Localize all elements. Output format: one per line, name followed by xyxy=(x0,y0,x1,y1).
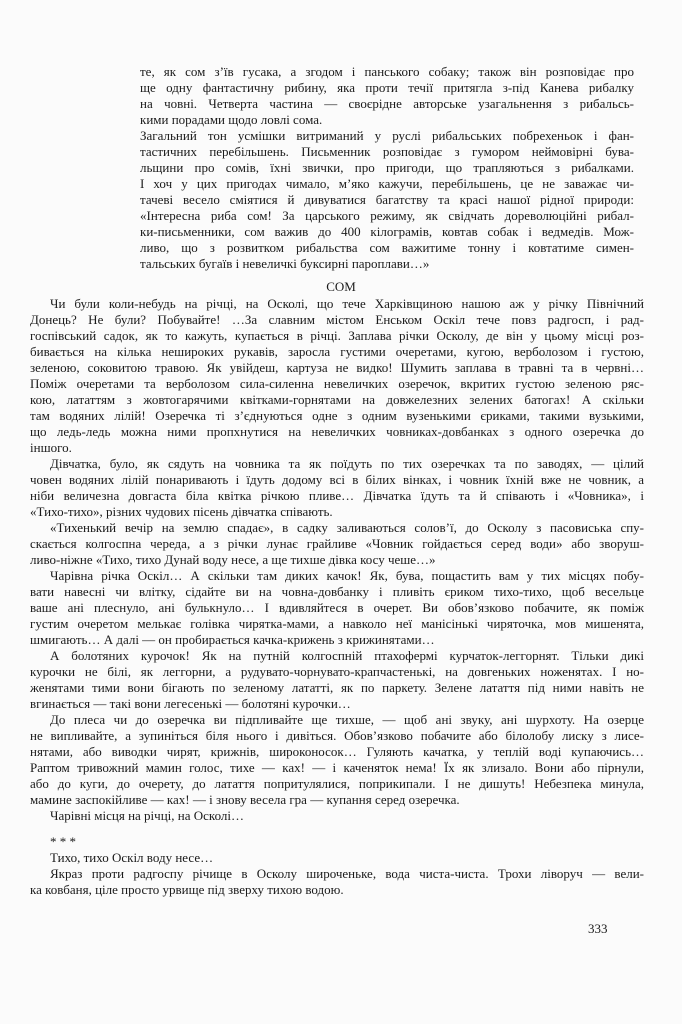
text-line: * * * xyxy=(50,834,76,849)
text-line: тачеві весело сміятися й дивуватися багатству та красі нашої рідної природи: xyxy=(140,192,634,207)
text-line: або до куги, до очерету, до латаття попритулялися, поприкипали. І не дишуть! Небезпека минула, xyxy=(30,776,644,791)
text-line: Поміж очеретами та верболозом сила-силенна невеличких озеречок, вкритих густою зеленою ряс- xyxy=(30,376,644,391)
text-line: іншого. xyxy=(30,440,72,455)
text-line: Дівчатка, було, як сядуть на човника та як поїдуть по тих озеречках та по заводях, — цілий xyxy=(50,456,644,471)
text-line: «Тихо-тихо», різних чудових пісень дівчатка співають. xyxy=(30,504,333,519)
text-line: І хоч у цих пригодах чимало, м’яко кажучи, перебільшень, це не заважає чи- xyxy=(140,176,634,191)
paragraph xyxy=(30,866,644,898)
text-line: там водяних лілій! Озеречка ті з’єднуються одне з одним вузенькими єриками, такими вузькими, xyxy=(30,408,644,423)
page-number: 333 xyxy=(588,921,608,936)
text-line: ваше ані плеснуло, ані булькнуло… І вдивляйтеся в очерет. Ви обов’язково побачите, як поміж xyxy=(30,600,644,615)
text-line: нятами, або виводки чирят, крижнів, широконосок… Гуляють качатка, у теплій воді купаючись… xyxy=(30,744,644,759)
text-line: Тихо, тихо Оскіл воду несе… xyxy=(50,850,214,865)
text-line: човен водяних лілій понаривають і їдуть додому всі в білих вінках, і човник їхній вже не човник, а xyxy=(30,472,644,487)
paragraph xyxy=(140,128,634,272)
paragraph xyxy=(140,64,634,128)
text-line: «Тихенький вечір на землю спадає», в садку заливаються солов’ї, до Осколу з пасовиська спу- xyxy=(50,520,644,535)
text-line: До плеса чи до озеречка ви підпливайте ще тихше, — щоб ані звуку, ані шурхоту. На озерце xyxy=(50,712,644,727)
story-text xyxy=(30,296,644,824)
text-line: кими порадами щодо ловлі сома. xyxy=(140,112,323,127)
text-line: мамине заспокійливе — ках! — і знову весела гра — купання серед озеречка. xyxy=(30,792,460,807)
paragraph xyxy=(30,808,644,824)
text-line: А болотяних курочок! Як на путній колгоспній птахофермі курчаток-леггорнят. Тільки дикі xyxy=(50,648,644,663)
text-line: густим очеретом мелькає голівка чирятка-мами, а навколо неї манісінькі чиряточка, мов мишенята, xyxy=(30,616,644,631)
text-line: ще одну фантастичну рибину, яка проти течії притягла з-під Канева рибалку xyxy=(140,80,634,95)
text-line: курочки не білі, як леггорни, а рудувато-чорнувато-крапчастенькі, на довгеньких ноженятах. І но- xyxy=(30,664,644,679)
text-line: ка ковбаня, ціле просто урвище під зверху тихою водою. xyxy=(30,882,344,897)
text-line: госпівський садок, як то кажуть, купається в річці. Заплава річки Осколу, де він у цьому місці роз- xyxy=(30,328,644,343)
text-line: ливо-ніжне «Тихо, тихо Дунай воду несе, а ще тихше дівка косу чеше…» xyxy=(30,552,436,567)
paragraph xyxy=(30,296,644,456)
text-line: зеленою, соковитою травою. Як увійдеш, картуза не видко! Шумить заплава в травні та в червні… xyxy=(30,360,644,375)
text-line: Раптом тривожний мамин голос, тихе — ках! — і каченяток нема! Їх як злизало. Вони або пірнули, xyxy=(30,760,644,775)
text-line: Загальний тон усмішки витриманий у руслі рибальських побрехеньок і фан- xyxy=(140,128,634,143)
text-line: кою, лататтям з жовтогарячими квітками-горнятами на довжелезних зелених батогах! А скільки xyxy=(30,392,644,407)
text-line: Донець? Не були? Побувайте! …За славним містом Енськом Оскіл тече повз радгосп, і рад- xyxy=(30,312,644,327)
text-line: Чарівні місця на річці, на Осколі… xyxy=(50,808,244,823)
text-line: женятами тими вони бігають по зеленому лататтi, як по паркету. Зелене латаття під ними навіть не xyxy=(30,680,644,695)
paragraph xyxy=(30,520,644,568)
text-line: льщини про сомів, їхні звички, про пригоди, що трапляються з рибалками. xyxy=(140,160,634,175)
text-line: бивається на кілька неширoких рукавів, заросла густими очеретами, кугою, верболозом і густою, xyxy=(30,344,644,359)
paragraph xyxy=(30,834,644,850)
text-line: ливо, що з розвитком рибальства сом важитиме тонну і ковтатиме симен- xyxy=(140,240,634,255)
text-line: не випливайте, а зупиніться біля нього і дивіться. Обов’язково побачите або білолобу лиску з лисе- xyxy=(30,728,644,743)
text-line: вати навесні чи влітку, сідайте ви на човна-довбанку і пливіть єриком тихо-тихо, щоб весельце xyxy=(30,584,644,599)
text-line: «Інтересна риба сом! За царського режиму, як свідчать дореволюційні рибал- xyxy=(140,208,634,223)
text-line: ки-письменники, сом важив до 400 кілограмів, ковтав собак і ведмедів. Мож- xyxy=(140,224,634,239)
text-line: Чи були коли-небудь на річці, на Осколі, що тече Харківщиною нашою аж у річку Північний xyxy=(50,296,644,311)
paragraph xyxy=(30,648,644,712)
chapter-title: СОМ xyxy=(326,279,356,294)
text-line: Чарівна річка Оскіл… А скільки там диких качок! Як, бува, пощастить вам у тих місцях побу- xyxy=(50,568,644,583)
text-line: тастичних перебільшень. Письменник розповідає з гумором неймовірні бува- xyxy=(140,144,634,159)
text-line: вгинається — такі вони легесенькі — болотяні курочки… xyxy=(30,696,351,711)
text-line: що ледь-ледь можна ними пропхнутися на невеличких човниках-довбанках з одного озеречка до xyxy=(30,424,644,439)
paragraph xyxy=(30,568,644,648)
story-continuation xyxy=(30,834,644,898)
text-line: тальських бугаїв і невеличкі буксирні пароплави…» xyxy=(140,256,430,271)
text-line: Якраз проти радгоспу річище в Осколу широченьке, вода чиста-чиста. Трохи ліворуч — вели- xyxy=(50,866,644,881)
text-line: шмигають… А далі — он пробирається качка-крижень з крижинятами… xyxy=(30,632,435,647)
text-line: ніби величезна довгаста біла квітка річкою пливе… Дівчатка їдуть та й співають і «Човника», і xyxy=(30,488,644,503)
intro-section xyxy=(140,64,634,272)
text-line: те, як сом з’їв гусака, а згодом і панського собаку; також він розповідає про xyxy=(140,64,634,79)
paragraph xyxy=(30,850,644,866)
text-line: на човні. Четверта частина — своєрідне авторське узагальнення з рибальсь- xyxy=(140,96,634,111)
paragraph xyxy=(30,456,644,520)
text-line: скається колгоспна череда, а з річки лунає грайливе «Човник гойдається серед води» або зворуш- xyxy=(30,536,644,551)
paragraph xyxy=(30,712,644,808)
